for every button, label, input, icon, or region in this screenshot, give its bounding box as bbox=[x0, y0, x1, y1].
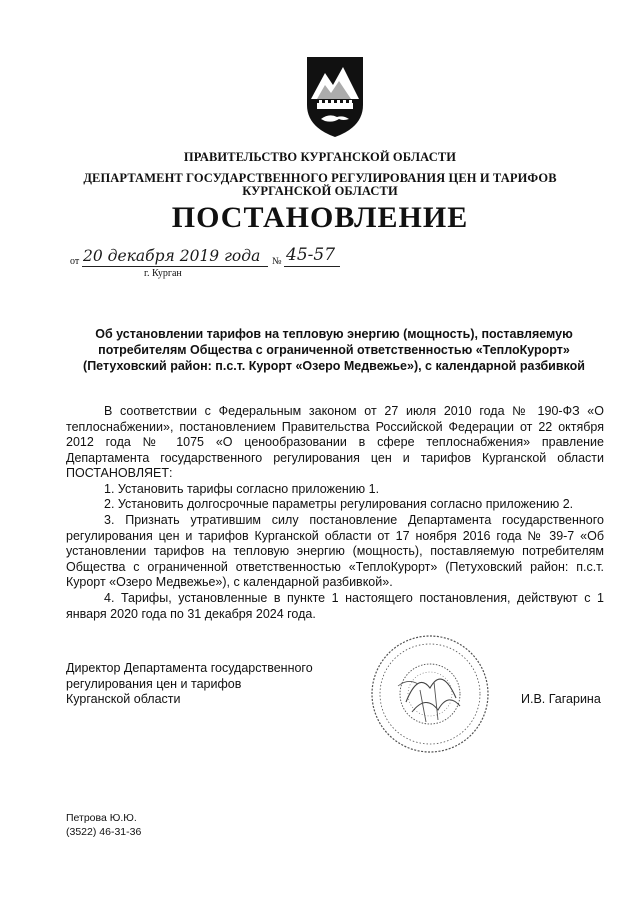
clause-4: 4. Тарифы, установленные в пункте 1 настоящего постановления, действуют с 1 января 2020 года по 31 декабря 2024 года. bbox=[66, 591, 604, 621]
subject-line-2: потребителям Общества с ограниченной ответственностью «ТеплоКурорт» bbox=[98, 343, 570, 357]
signer-name: И.В. Гагарина bbox=[521, 692, 601, 706]
number-underline bbox=[284, 266, 340, 267]
signer-title-line-1: Директор Департамента государственного bbox=[66, 661, 313, 675]
executor-phone: (3522) 46-31-36 bbox=[66, 826, 142, 838]
document-subject bbox=[70, 326, 598, 374]
department-name-line-1: ДЕПАРТАМЕНТ ГОСУДАРСТВЕННОГО РЕГУЛИРОВАНИЯ ЦЕН И ТАРИФОВ bbox=[83, 171, 557, 185]
date-number-row bbox=[70, 247, 370, 269]
clause-3: 3. Признать утратившим силу постановление Департамента государственного регулирования цен и тарифов Курганской области от 17 ноября 2016 года № 39-7 «Об установлении тарифов на тепловую энергию (мощность), поставляемую потребителям Общества с ограниченной ответственностью «ТеплоКурорт» (Петуховский район: п.с.т. Курорт «Озеро Медвежье»), с календарной разбивкой». bbox=[66, 513, 604, 590]
clause-2: 2. Установить долгосрочные параметры регулирования согласно приложению 2. bbox=[104, 497, 574, 511]
number-prefix: № bbox=[272, 256, 282, 267]
date-underline bbox=[82, 266, 268, 267]
department-name-line-2: КУРГАНСКОЙ ОБЛАСТИ bbox=[242, 184, 398, 198]
executor-name: Петрова Ю.Ю. bbox=[66, 812, 137, 824]
subject-line-3: (Петуховский район: п.с.т. Курорт «Озеро Медвежье»), с календарной разбивкой bbox=[83, 359, 585, 373]
executor-contact bbox=[66, 811, 141, 839]
handwritten-number: 45-57 bbox=[286, 245, 336, 265]
subject-line-1: Об установлении тарифов на тепловую энергию (мощность), поставляемую bbox=[95, 327, 573, 341]
signer-title bbox=[66, 661, 313, 708]
coat-of-arms-icon bbox=[303, 55, 367, 139]
signer-title-line-2: регулирования цен и тарифов bbox=[66, 676, 242, 691]
official-seal-stamp bbox=[368, 632, 492, 756]
document-type-title: ПОСТАНОВЛЕНИЕ bbox=[171, 201, 469, 234]
clause-1: 1. Установить тарифы согласно приложению 1. bbox=[104, 482, 380, 496]
handwritten-date: 20 декабря 2019 года bbox=[83, 247, 261, 265]
signer-title-line-3: Курганской области bbox=[66, 692, 181, 706]
government-name: ПРАВИТЕЛЬСТВО КУРГАНСКОЙ ОБЛАСТИ bbox=[183, 150, 457, 164]
date-prefix: от bbox=[70, 256, 80, 267]
city: г. Курган bbox=[144, 268, 182, 279]
preamble-paragraph: В соответствии с Федеральным законом от 27 июля 2010 года № 190-ФЗ «О теплоснабжении», постановлением Правительства Российской Федерации от 22 октября 2012 года № 1075 «О ценообразовании в сфере теплоснабжения» правление Департамента государственного регулирования цен и тарифов Курганской области ПОСТАНОВЛЯЕТ: bbox=[66, 404, 604, 481]
